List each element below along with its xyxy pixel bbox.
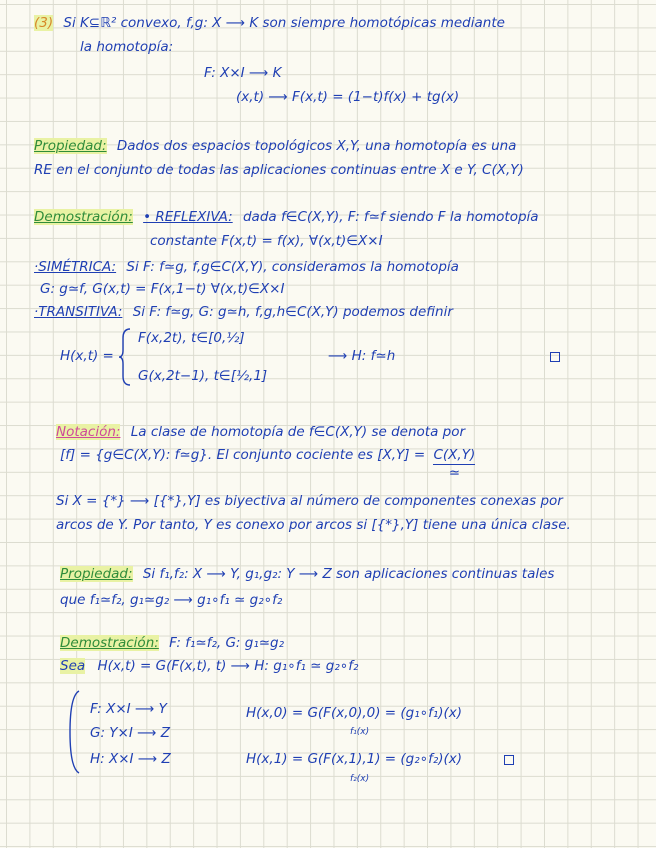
piecewise-case-2: G(x,2t−1), t∈[½,1] — [138, 368, 268, 384]
transitive-line-1 — [34, 303, 453, 321]
quotient-fraction — [433, 446, 475, 481]
demo-2-line-2 — [60, 657, 358, 675]
notation-line-3: Si X = {*} ⟶ [{*},Y] es biyectiva al número de componentes conexas por — [56, 493, 563, 509]
demo-1-line-1 — [34, 208, 539, 226]
eq-h-at-0: H(x,0) = G(F(x,0),0) = (g₁∘f₁)(x) — [246, 705, 463, 721]
item-3-line-2: la homotopía: — [80, 39, 174, 55]
property-2-line-1 — [60, 565, 554, 583]
symmetric-label: ·SIMÉTRICA: — [34, 259, 117, 275]
property-1-line-1 — [34, 137, 516, 155]
transitive-text: Si F: f≃g, G: g≃h, f,g,h∈C(X,Y) podemos definir — [132, 304, 453, 320]
property-2-line-2: que f₁≃f₂, g₁≃g₂ ⟶ g₁∘f₁ ≃ g₂∘f₂ — [60, 592, 283, 608]
demo-1-heading: Demostración: — [34, 209, 133, 225]
item-3-text: Si K⊆ℝ² convexo, f,g: X ⟶ K son siempre homotópicas mediante — [63, 15, 505, 31]
symmetric-text-2: G: g≃f, G(x,t) = F(x,1−t) ∀(x,t)∈X×I — [40, 281, 285, 297]
notation-line-1 — [56, 423, 465, 441]
property-2-text-1: Si f₁,f₂: X ⟶ Y, g₁,g₂: Y ⟶ Z son aplicaciones continuas tales — [142, 566, 555, 582]
transitive-label: ·TRANSITIVA: — [34, 304, 123, 320]
quotient-denominator: ≃ — [448, 465, 460, 481]
property-1-line-2: RE en el conjunto de todas las aplicaciones continuas entre X e Y, C(X,Y) — [34, 162, 524, 178]
sea-word: Sea — [60, 658, 86, 674]
reflexive-label: • REFLEXIVA: — [143, 209, 233, 225]
qed-box-2 — [504, 752, 514, 770]
map-g-domain: G: Y×I ⟶ Z — [90, 725, 171, 741]
h-homotopy-result: ⟶ H: f≃h — [328, 348, 396, 364]
notation-text-2: [f] = {g∈C(X,Y): f≃g}. El conjunto cociente es [X,Y] = — [60, 447, 426, 463]
h-composition-def: H(x,t) = G(F(x,t), t) ⟶ H: g₁∘f₁ ≃ g₂∘f₂ — [97, 658, 359, 674]
piecewise-brace — [118, 328, 132, 386]
notation-line-4: arcos de Y. Por tanto, Y es conexo por arcos si [{*},Y] tiene una única clase. — [56, 517, 571, 533]
symmetric-line-1 — [34, 258, 459, 276]
eq-h-at-0-annotation: f₁(x) — [350, 727, 370, 737]
qed-box-1 — [550, 349, 560, 367]
notation-heading: Notación: — [56, 424, 121, 440]
notation-text-1: La clase de homotopía de f∈C(X,Y) se denota por — [130, 424, 466, 440]
demo-2-heading: Demostración: — [60, 635, 159, 651]
eq-h-at-1-annotation: f₂(x) — [350, 774, 370, 784]
quotient-numerator: C(X,Y) — [433, 447, 476, 463]
h-piecewise-lhs: H(x,t) = — [60, 348, 114, 364]
reflexive-text-2: constante F(x,t) = f(x), ∀(x,t)∈X×I — [150, 233, 383, 249]
eq-h-at-1: H(x,1) = G(F(x,1),1) = (g₂∘f₂)(x) — [246, 751, 463, 767]
map-f-domain: F: X×I ⟶ Y — [90, 701, 167, 717]
piecewise-case-1: F(x,2t), t∈[0,½] — [138, 330, 245, 346]
property-1-text-1: Dados dos espacios topológicos X,Y, una homotopía es una — [116, 138, 517, 154]
property-1-heading: Propiedad: — [34, 138, 107, 154]
property-2-heading: Propiedad: — [60, 566, 133, 582]
item-3-line-1 — [34, 14, 505, 32]
symmetric-text: Si F: f≃g, f,g∈C(X,Y), consideramos la homotopía — [126, 259, 459, 275]
reflexive-text: dada f∈C(X,Y), F: f≃f siendo F la homotopía — [242, 209, 539, 225]
demo-2-homotopies: F: f₁≃f₂, G: g₁≃g₂ — [169, 635, 285, 651]
maps-bracket — [68, 690, 80, 774]
item-3-number: (3) — [34, 15, 54, 31]
homotopy-map-domain: F: X×I ⟶ K — [204, 65, 282, 81]
notation-line-2 — [60, 446, 475, 481]
demo-2-line-1 — [60, 634, 284, 652]
homotopy-map-formula: (x,t) ⟶ F(x,t) = (1−t)f(x) + tg(x) — [236, 89, 460, 105]
map-h-domain: H: X×I ⟶ Z — [90, 751, 171, 767]
